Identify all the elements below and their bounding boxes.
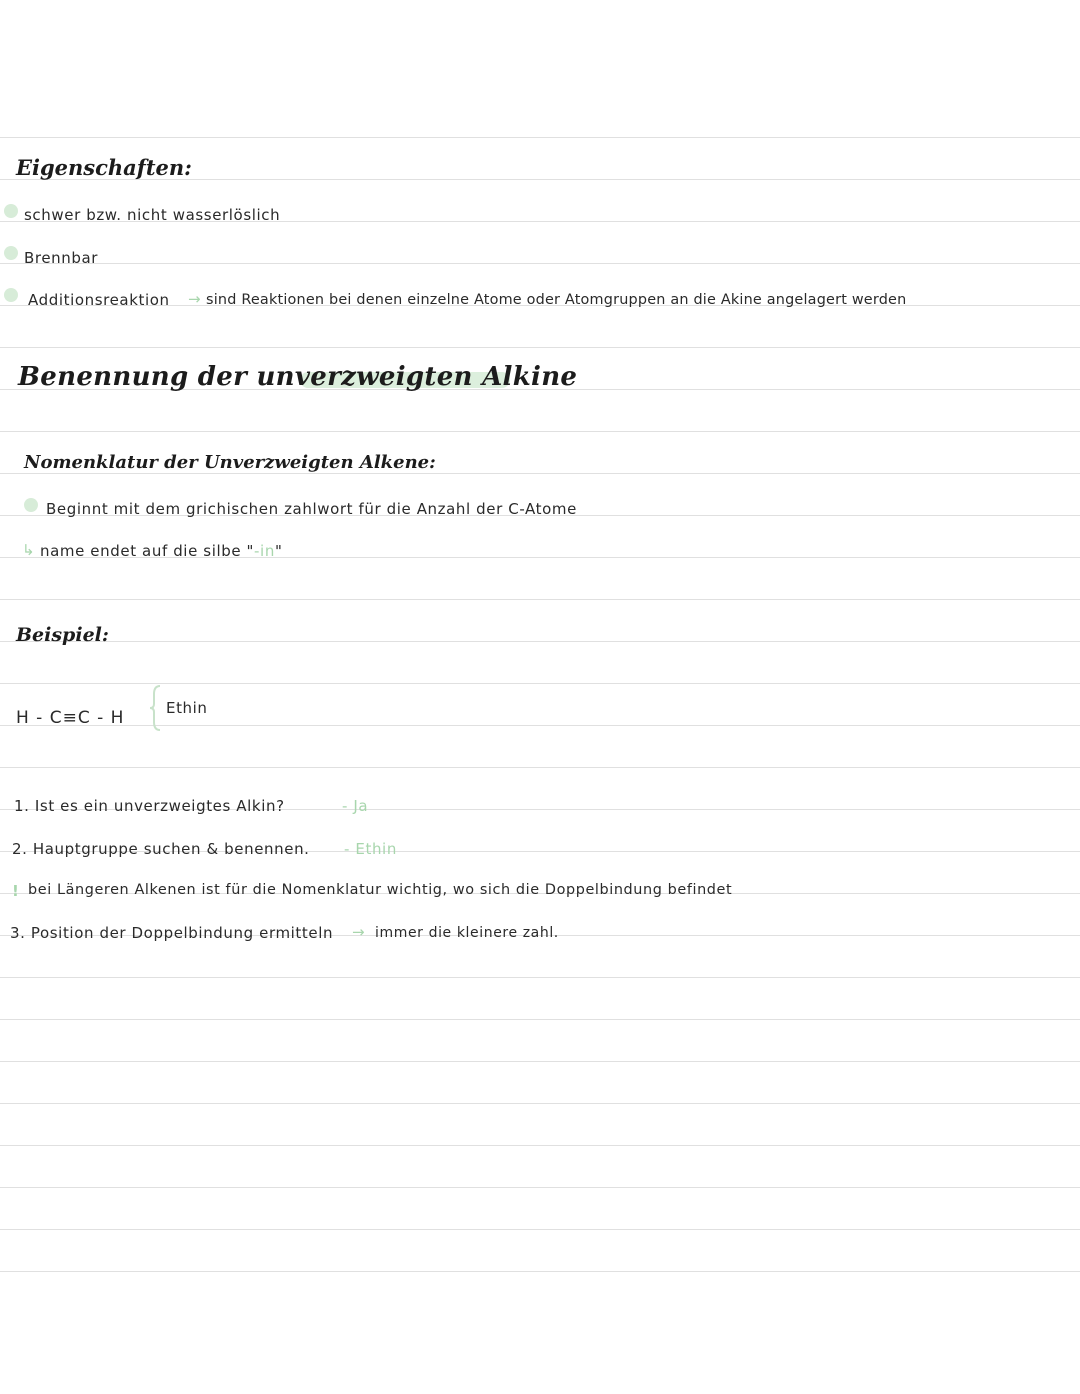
- suffix-text: -in: [254, 542, 275, 560]
- rule-line: [0, 473, 1080, 474]
- rule-line: [0, 599, 1080, 600]
- rule-line: [0, 1145, 1080, 1146]
- step-3: 3. Position der Doppelbindung ermitteln: [10, 924, 334, 942]
- quote-end: ": [274, 542, 283, 560]
- arrow-icon: →: [352, 923, 366, 941]
- step-1: 1. Ist es ein unverzweigtes Alkin?: [14, 797, 285, 815]
- rule-line: [0, 767, 1080, 768]
- rule-line: [0, 431, 1080, 432]
- rule-line: [0, 641, 1080, 642]
- bullet-dot: [4, 288, 18, 302]
- bullet-dot: [4, 204, 18, 218]
- rule-line: [0, 1229, 1080, 1230]
- bullet-dot: [24, 498, 38, 512]
- rule-line: [0, 1061, 1080, 1062]
- bullet-dot: [4, 246, 18, 260]
- structural-formula: H - C≡C - H: [16, 708, 125, 728]
- rule-line: [0, 1187, 1080, 1188]
- important-note: bei Längeren Alkenen ist für die Nomenklatur wichtig, wo sich die Doppelbindung befindet: [28, 882, 733, 898]
- arrow-icon: ↳: [22, 541, 36, 559]
- rule-line: [0, 1103, 1080, 1104]
- step-2-answer: - Ethin: [344, 840, 397, 858]
- section-title: Benennung der unverzweigten Alkine: [18, 362, 578, 392]
- property-item: schwer bzw. nicht wasserlöslich: [24, 206, 281, 224]
- example-title: Beispiel:: [16, 624, 109, 646]
- rule-text: name endet auf die silbe ": [40, 542, 255, 560]
- properties-title: Eigenschaften:: [16, 155, 192, 180]
- rule-line: [0, 263, 1080, 264]
- rule-line: [0, 347, 1080, 348]
- addition-description: sind Reaktionen bei denen einzelne Atome oder Atomgruppen an die Akine angelagert werden: [206, 292, 907, 308]
- step-2: 2. Hauptgruppe suchen & benennen.: [12, 840, 310, 858]
- step-1-answer: - Ja: [342, 797, 369, 815]
- brace-icon: [148, 684, 162, 732]
- property-item: Additionsreaktion: [28, 291, 170, 309]
- warning-icon: !: [12, 882, 20, 900]
- nomenclature-title: Nomenklatur der Unverzweigten Alkene:: [24, 452, 436, 473]
- property-item: Brennbar: [24, 249, 99, 267]
- rule-line: [0, 1019, 1080, 1020]
- rule-line: [0, 725, 1080, 726]
- rule-line: [0, 683, 1080, 684]
- step-3-answer: immer die kleinere zahl.: [375, 925, 559, 941]
- nomenclature-rule: Beginnt mit dem grichischen zahlwort für die Anzahl der C-Atome: [46, 500, 577, 518]
- rule-line: [0, 1271, 1080, 1272]
- compound-name: Ethin: [166, 699, 208, 717]
- arrow-icon: →: [188, 290, 202, 308]
- rule-line: [0, 977, 1080, 978]
- rule-line: [0, 137, 1080, 138]
- nomenclature-rule: [40, 542, 282, 560]
